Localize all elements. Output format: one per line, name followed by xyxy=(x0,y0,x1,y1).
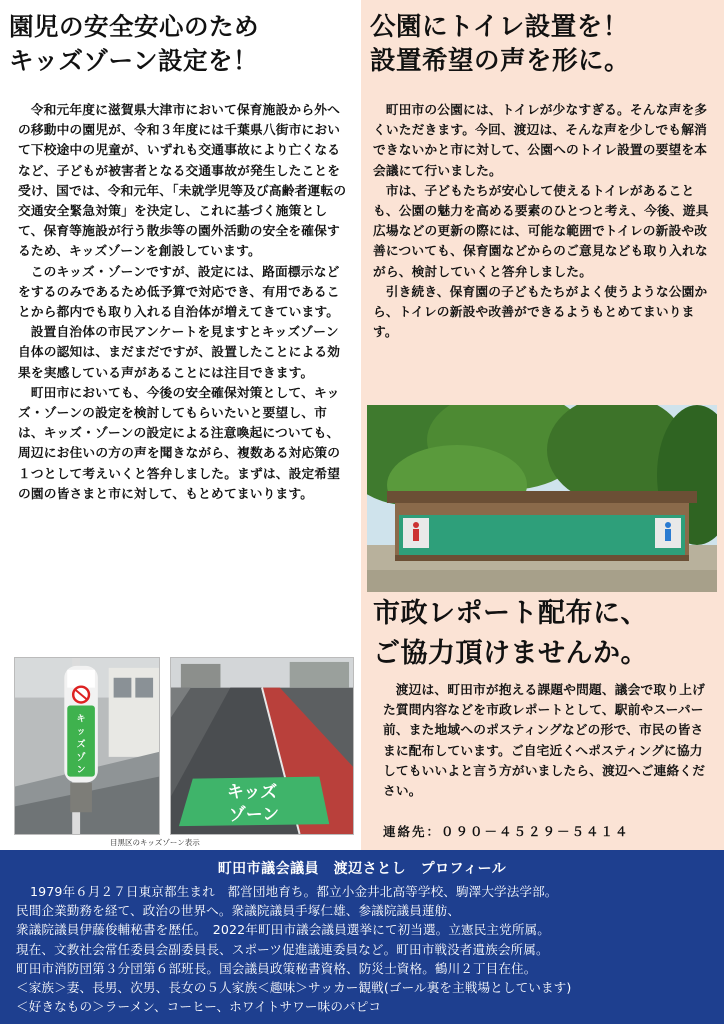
kids-zone-headline-line-2: キッズゾーン設定を！ xyxy=(9,46,259,75)
road-text-kids: キッズ xyxy=(227,781,278,802)
profile-line: ＜家族＞妻、長男、次男、長女の５人家族＜趣味＞サッカー観戦(ゴール裏を主戦場としています) xyxy=(16,980,572,996)
kids-zone-paragraph: このキッズ・ゾーンですが、設定には、路面標示などをするのみであるため低予算で対応でき、有用であることから都内でも取り入れる自治体が増えてきています。 xyxy=(18,263,340,320)
profile-line: 町田市消防団第３分団第６部班長。国会議員政策秘書資格、防災士資格。鶴川２丁目在住。 xyxy=(16,960,537,976)
sign-text-part: ズ xyxy=(76,739,86,750)
sign-text-part: ン xyxy=(76,765,86,776)
report-distribution-headline xyxy=(373,594,648,674)
profile-line: ＜好きなもの＞ラーメン、コーヒー、ホワイトサワー味のパピコ xyxy=(16,999,382,1015)
park-toilet-article xyxy=(361,0,724,850)
kids-zone-body xyxy=(18,100,348,504)
park-toilet-photo xyxy=(367,405,717,592)
profile-title: 町田市議会議員 渡辺さとし プロフィール xyxy=(217,861,507,877)
park-toilet-body xyxy=(373,100,715,342)
kids-zone-sign-illustration xyxy=(15,658,159,834)
sign-text-part: キ xyxy=(76,714,86,725)
park-toilet-paragraph: 引き続き、保育園の子どもたちがよく使うような公園から、トイレの新設や改善ができるようもとめてまいります。 xyxy=(373,283,708,340)
profile-lines xyxy=(16,882,716,1016)
road-text-zone: ゾーン xyxy=(229,804,280,825)
report-distribution-headline-line-1: 市政レポート配布に、 xyxy=(373,598,648,629)
report-distribution-paragraph: 渡辺は、町田市が抱える課題や問題、議会で取り上げた質問内容などを市政レポートとして、駅前やスーパー前、また地域へのポスティングなどの形で、市民の皆さまに配布しています。ご自宅近くへポスティングに協力してもいいよと言う方がいましたら、渡辺へご連絡ください。 xyxy=(383,682,706,799)
photo-caption: 目黒区のキッズゾーン表示 xyxy=(110,838,200,847)
kids-zone-paragraph: 設置自治体の市民アンケートを見ますとキッズゾーン自体の認知は、まだまだですが、設置したことによる効果を実感している声があることには注目できます。 xyxy=(18,324,341,380)
report-distribution-headline-line-2: ご協力頂けませんか。 xyxy=(373,638,648,669)
kids-zone-sign-photo xyxy=(14,657,160,835)
profile-line: 民間企業勤務を経て、政治の世界へ。衆議院議員手塚仁雄、参議院議員蓮舫、 xyxy=(16,903,461,919)
park-toilet-paragraph: 市は、子どもたちが安心して使えるトイレがあることも、公園の魅力を高める要素のひとつと考え、今後、遊具広場などの更新の際には、可能な範囲でトイレの新設や改善についても、保育園などからのご意見なども取り入れながら、検討していくと答弁しました。 xyxy=(373,182,709,279)
profile-line: 現在、文教社会常任委員会副委員長、スポーツ促進議連委員など。町田市戦没者遺族会所属。 xyxy=(16,941,549,957)
kids-zone-paragraph: 町田市においても、今後の安全確保対策として、キッズ・ゾーンの設定を検討してもらいたいと要望し、市は、キッズ・ゾーンの設定による注意喚起についても、周辺にお住いの方の声を聞きながら、複数ある対応策の１つとして考えいくと答弁しました。まずは、設定希望の園の皆さまと市に対して、もとめてまいります。 xyxy=(18,384,341,501)
park-toilet-paragraph: 町田市の公園には、トイレが少なすぎる。そんな声を多くいただきます。今回、渡辺は、そんな声を少しでも解消できないかと市に対して、公園へのトイレ設置の要望を本会議にて行いました。 xyxy=(373,102,708,178)
profile-line: 1979年６月２７日東京都生まれ 都営団地育ち。都立小金井北高等学校、駒澤大学法学部。 xyxy=(30,884,558,899)
kids-zone-road-illustration xyxy=(171,658,353,834)
kids-zone-paragraph: 令和元年度に滋賀県大津市において保育施設から外への移動中の園児が、令和３年度には千葉県八街市において下校途中の児童が、いずれも交通事故により亡くなるなど、子どもが被害者となる交通事故が発生したことを受け、国では、令和元年、「未就学児等及び高齢者運転の交通安全緊急対策」を決定し、これに基づく施策として、保育等施設が行う散歩等の園外活動の安全を確保するため、キッズゾーンを創設しています。 xyxy=(18,102,347,259)
park-toilet-headline-line-1: 公園にトイレ設置を！ xyxy=(370,12,629,42)
sign-text-part: ッ xyxy=(76,727,86,738)
kids-zone-article xyxy=(0,0,361,850)
profile-section xyxy=(0,850,724,1024)
kids-zone-road-photo xyxy=(170,657,354,835)
contact-phone: 連絡先：０９０－４５２９－５４１４ xyxy=(383,824,630,839)
kids-zone-headline xyxy=(9,10,259,78)
kids-zone-headline-line-1: 園児の安全安心のため xyxy=(9,12,259,41)
park-toilet-illustration xyxy=(367,405,717,592)
report-distribution-body xyxy=(383,680,713,801)
park-toilet-headline xyxy=(370,10,630,78)
sign-text-part: ゾ xyxy=(76,752,86,763)
park-toilet-headline-line-2: 設置希望の声を形に。 xyxy=(370,46,631,76)
profile-line: 衆議院議員伊藤俊輔秘書を歴任。 2022年町田市議会議員選挙にて初当選。立憲民主党所属。 xyxy=(16,922,550,938)
